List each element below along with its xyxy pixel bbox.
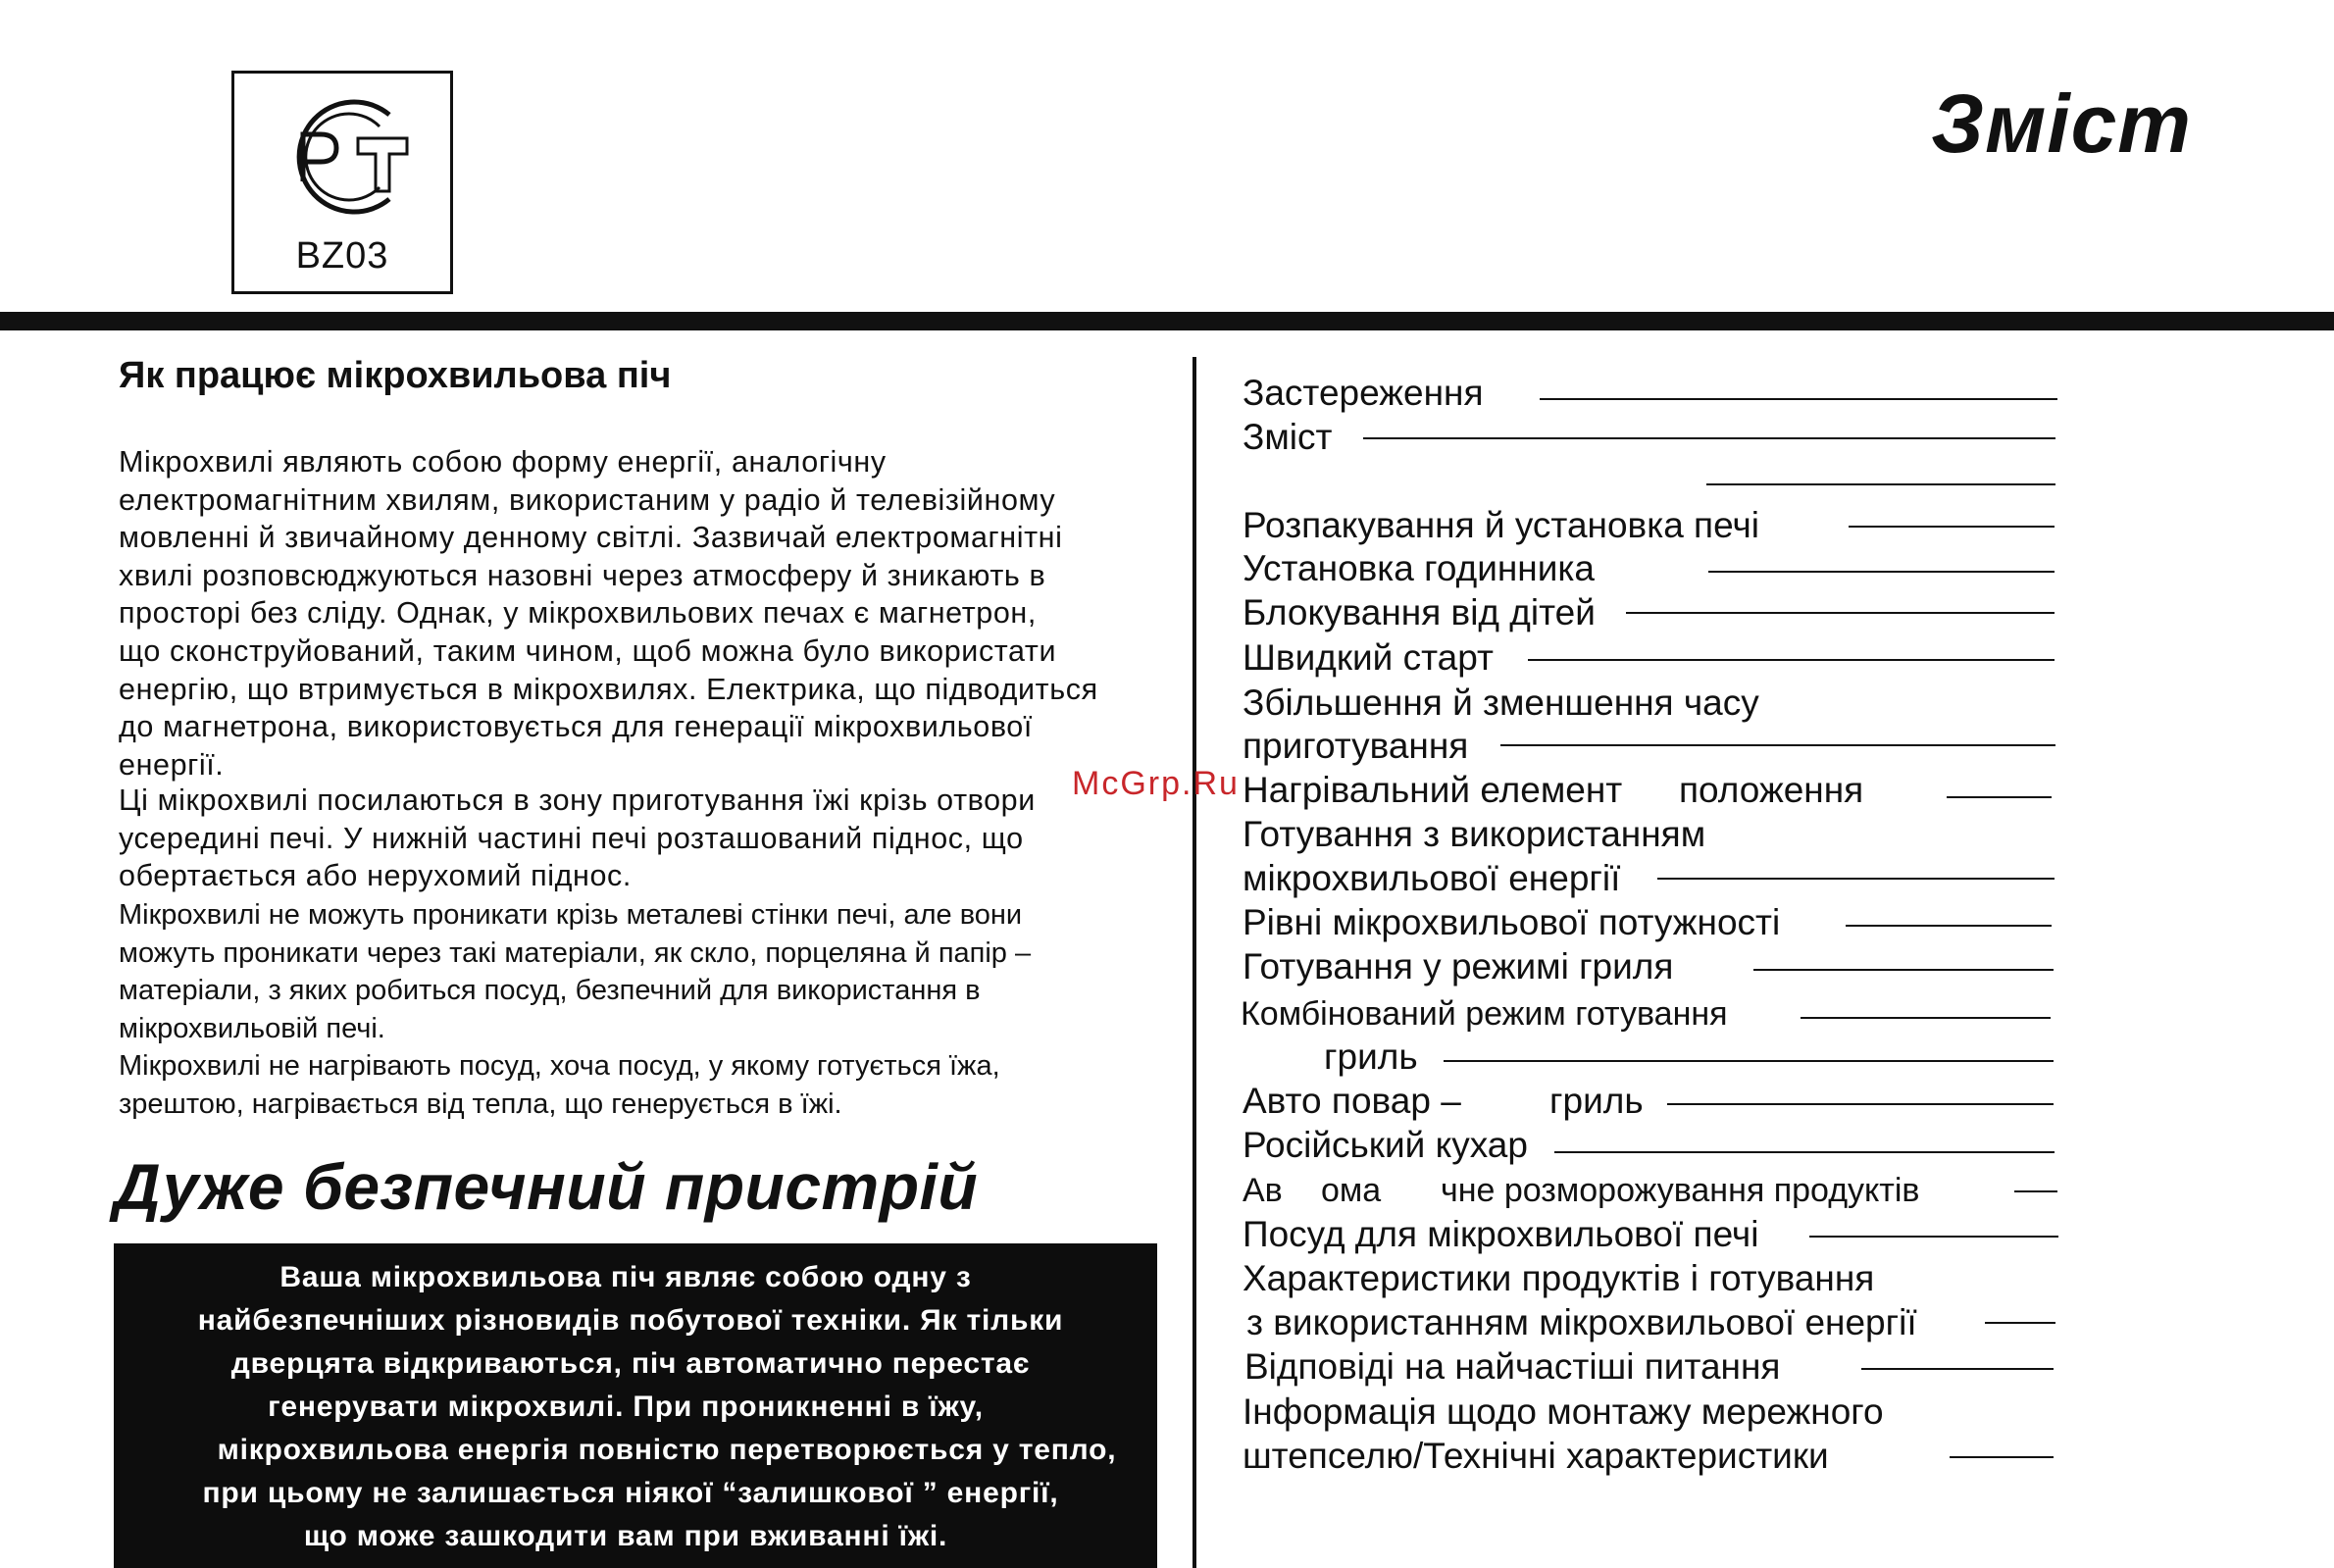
toc-item[interactable]: гриль (1549, 1081, 1644, 1121)
toc-item[interactable]: штепселю/Технічні характеристики (1243, 1436, 1829, 1476)
column-divider (1192, 357, 1196, 1568)
toc-item[interactable]: Розпакування й установка печі (1243, 505, 1759, 545)
toc-leader (1846, 925, 2052, 927)
toc-leader (1801, 1017, 2051, 1019)
toc-item[interactable]: положення (1679, 770, 1864, 810)
safety-line: при цьому не залишається ніякої “залишкової ” енергії, (202, 1477, 1059, 1509)
toc-leader (1500, 744, 2055, 746)
text-line: що сконструйований, таким чином, щоб можна було використати (119, 633, 1057, 668)
toc-leader (1626, 612, 2055, 614)
toc-item[interactable]: Застереження (1243, 373, 1484, 413)
certification-mark (231, 71, 453, 294)
safety-notice-box (114, 1243, 1157, 1568)
toc-leader (1444, 1060, 2054, 1062)
toc-item[interactable]: Зміст (1243, 417, 1333, 457)
toc-item[interactable]: Нагрівальний елемент (1243, 770, 1623, 810)
toc-leader (2014, 1190, 2057, 1192)
rst-logo-icon (264, 93, 427, 221)
text-line: Мікрохвилі не можуть проникати крізь металеві стінки печі, але вони (119, 899, 1023, 931)
toc-leader (1950, 1456, 2054, 1458)
toc-leader (1753, 969, 2054, 971)
text-line: енергії. (119, 747, 225, 782)
page-title: Зміст (1931, 77, 2192, 170)
toc-item[interactable]: Характеристики продуктів і готування (1243, 1258, 1875, 1298)
text-line: обертається або нерухомий піднос. (119, 859, 632, 893)
materials-paragraph (119, 896, 1188, 1047)
toc-leader (1809, 1236, 2058, 1238)
text-line: мовленні й звичайному денному світлі. Зазвичай електромагнітні (119, 521, 1063, 555)
safety-line: генерувати мікрохвилі. При проникненні в їжу, (268, 1391, 984, 1423)
toc-leader (1849, 526, 2055, 528)
toc-item[interactable]: Авто повар – (1243, 1081, 1461, 1121)
intro-paragraph (119, 443, 1188, 784)
toc-item[interactable]: мікрохвильової енергії (1243, 858, 1621, 898)
toc-item[interactable]: Російський кухар (1243, 1125, 1528, 1165)
toc-item[interactable]: Установка годинника (1243, 548, 1595, 588)
safety-line: мікрохвильова енергія повністю перетворюється у тепло, (217, 1434, 1117, 1466)
safety-line: Ваша мікрохвильова піч являє собою одну з (279, 1261, 972, 1293)
text-line: можуть проникати через такі матеріали, як скло, порцеляна й папір – (119, 936, 1032, 969)
text-line: просторі без сліду. Однак, у мікрохвильових печах є магнетрон, (119, 596, 1037, 631)
toc-item[interactable]: Блокування від дітей (1243, 592, 1596, 632)
toc-item[interactable]: гриль (1324, 1037, 1418, 1077)
toc-item[interactable]: Готування з використанням (1243, 814, 1706, 854)
toc-item[interactable]: Комбінований режим готування (1241, 995, 1728, 1033)
text-line: мікрохвильовій печі. (119, 1012, 385, 1044)
toc-leader (1528, 659, 2055, 661)
section-heading: Як працює мікрохвильова піч (119, 355, 672, 396)
toc-item[interactable]: чне розморожування продуктів (1441, 1172, 1920, 1209)
toc-item[interactable]: Швидкий старт (1243, 637, 1494, 678)
heating-paragraph (119, 1047, 1188, 1123)
safety-line: найбезпечніших різновидів побутової техніки. Як тільки (197, 1304, 1064, 1337)
text-line: Мікрохвилі являють собою форму енергії, аналогічну (119, 445, 887, 479)
toc-item[interactable]: Відповіді на найчастіші питання (1244, 1346, 1781, 1387)
toc-leader (1363, 437, 2055, 439)
text-line: енергію, що втримується в мікрохвилях. Електрика, що підводиться (119, 672, 1098, 706)
toc-item[interactable]: з використанням мікрохвильової енергії (1246, 1302, 1917, 1342)
toc-leader (1985, 1322, 2055, 1324)
text-line: матеріали, з яких робиться посуд, безпечний для використання в (119, 975, 981, 1007)
safety-title: Дуже безпечний пристрій (114, 1150, 979, 1223)
safety-line: дверцята відкриваються, піч автоматично перестає (230, 1347, 1031, 1380)
certification-code: BZ03 (295, 235, 389, 277)
text-line: Ці мікрохвилі посилаються в зону приготування їжі крізь отвори (119, 784, 1036, 817)
text-line: зрештою, нагрівається від тепла, що генерується в їжі. (119, 1087, 842, 1120)
header-divider (0, 312, 2334, 330)
safety-line: що може зашкодити вам при вживанні їжі. (303, 1520, 948, 1552)
toc-item[interactable]: ома (1321, 1172, 1382, 1209)
toc-item[interactable]: Посуд для мікрохвильової печі (1243, 1214, 1759, 1254)
toc-item[interactable]: Інформація щодо монтажу мережного (1243, 1391, 1884, 1432)
toc-item[interactable]: приготування (1243, 726, 1469, 766)
toc-leader (1947, 796, 2052, 798)
toc-item[interactable]: Готування у режимі гриля (1243, 946, 1674, 986)
toc-item[interactable]: Збільшення й зменшення часу (1243, 683, 1759, 723)
toc-leader (1540, 398, 2057, 400)
text-line: Мікрохвилі не нагрівають посуд, хоча посуд, у якому готується їжа, (119, 1050, 1000, 1082)
watermark: McGrp.Ru (1072, 765, 1240, 802)
text-line: до магнетрона, використовується для генерації мікрохвильової (119, 710, 1033, 744)
toc-item[interactable]: Ав (1243, 1172, 1283, 1209)
cooking-zone-paragraph (119, 782, 1188, 895)
text-line: хвилі розповсюджуються назовні через атмосферу й зникають в (119, 558, 1046, 592)
toc-leader (1708, 571, 2055, 573)
toc-leader (1667, 1103, 2054, 1105)
toc-leader (1706, 483, 2055, 485)
toc-leader (1657, 878, 2055, 880)
toc-leader (1861, 1368, 2054, 1370)
toc-leader (1554, 1151, 2055, 1153)
text-line: усередині печі. У нижній частині печі розташований піднос, що (119, 821, 1024, 855)
text-line: електромагнітним хвилям, використаним у радіо й телевізійному (119, 482, 1056, 517)
toc-item[interactable]: Рівні мікрохвильової потужності (1243, 902, 1781, 942)
